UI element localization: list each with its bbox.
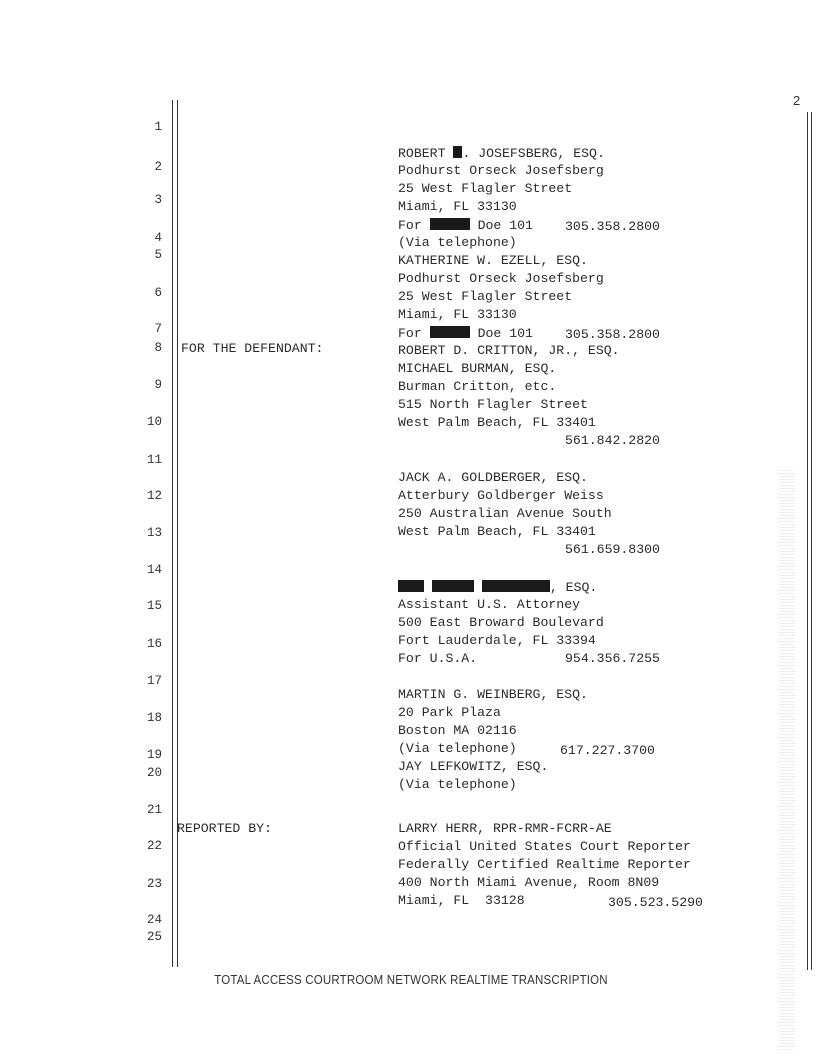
attorney-phone: 305.358.2800 xyxy=(565,327,660,342)
attorney-firm: Atterbury Goldberger Weiss xyxy=(398,488,604,503)
attorney-street: 25 West Flagler Street xyxy=(398,289,573,304)
line-number: 18 xyxy=(146,711,162,725)
line-number: 1 xyxy=(154,120,162,134)
line-number: 13 xyxy=(146,526,162,540)
right-margin-rule xyxy=(807,112,812,970)
line-number: 4 xyxy=(154,231,162,245)
line-number: 10 xyxy=(146,415,162,429)
redaction-bar xyxy=(398,580,424,592)
attorney-phone: 617.227.3700 xyxy=(560,743,655,758)
attorney-phone: 561.842.2820 xyxy=(565,433,660,448)
attorney-street: 250 Australian Avenue South xyxy=(398,506,612,521)
for-part: For xyxy=(398,326,430,341)
line-number: 25 xyxy=(146,930,162,944)
line-number: 6 xyxy=(154,286,162,300)
for-part: Doe 101 xyxy=(469,326,533,341)
reporter-name: LARRY HERR, RPR-RMR-FCRR-AE xyxy=(398,821,612,836)
attorney-city: Fort Lauderdale, FL 33394 xyxy=(398,633,596,648)
left-margin-rule xyxy=(172,100,178,967)
attorney-street: 515 North Flagler Street xyxy=(398,397,588,412)
line-number: 9 xyxy=(154,378,162,392)
attorney-street: 25 West Flagler Street xyxy=(398,181,573,196)
line-number: 20 xyxy=(146,766,162,780)
attorney-name: ROBERT D. CRITTON, JR., ESQ. xyxy=(398,343,620,358)
page-number: 2 xyxy=(793,93,801,108)
attorney-city: Miami, FL 33130 xyxy=(398,307,517,322)
line-number: 14 xyxy=(146,563,162,577)
attorney-title: Assistant U.S. Attorney xyxy=(398,597,581,612)
reporter-street: 400 North Miami Avenue, Room 8N09 xyxy=(398,875,660,890)
attorney-firm: Podhurst Orseck Josefsberg xyxy=(398,163,604,178)
attorney-city: West Palm Beach, FL 33401 xyxy=(398,524,596,539)
transcript-footer: TOTAL ACCESS COURTROOM NETWORK REALTIME TRANSCRIPTION xyxy=(214,973,608,987)
redaction-bar xyxy=(432,580,474,592)
attorney-note: (Via telephone) xyxy=(398,741,517,756)
reporter-title: Official United States Court Reporter xyxy=(398,839,691,854)
name-part: . JOSEFSBERG, ESQ. xyxy=(462,146,605,161)
line-number: 12 xyxy=(146,489,162,503)
attorney-city: Miami, FL 33130 xyxy=(398,199,517,214)
reporter-phone: 305.523.5290 xyxy=(608,895,703,910)
attorney-street: 500 East Broward Boulevard xyxy=(398,615,604,630)
line-number: 16 xyxy=(146,637,162,651)
for-part: Doe 101 xyxy=(469,218,533,233)
name-part: ROBERT xyxy=(398,146,454,161)
line-number: 3 xyxy=(154,193,162,207)
line-number: 22 xyxy=(146,839,162,853)
attorney-note: (Via telephone) xyxy=(398,777,517,792)
attorney-name xyxy=(398,580,597,594)
attorney-for: For U.S.A. xyxy=(398,651,478,666)
attorney-city: Boston MA 02116 xyxy=(398,723,517,738)
attorney-name: JAY LEFKOWITZ, ESQ. xyxy=(398,759,549,774)
attorney-phone: 305.358.2800 xyxy=(565,219,660,234)
line-number: 11 xyxy=(146,453,162,467)
line-number: 8 xyxy=(154,341,162,355)
attorney-firm: Burman Critton, etc. xyxy=(398,379,557,394)
line-number: 17 xyxy=(146,674,162,688)
attorney-city: West Palm Beach, FL 33401 xyxy=(398,415,596,430)
attorney-for xyxy=(398,218,533,232)
redaction-bar xyxy=(430,218,470,230)
attorney-phone: 954.356.7255 xyxy=(565,651,660,666)
defendant-label: FOR THE DEFENDANT: xyxy=(181,341,324,356)
line-number: 5 xyxy=(154,248,162,262)
attorney-name: JACK A. GOLDBERGER, ESQ. xyxy=(398,470,588,485)
for-part: For xyxy=(398,218,430,233)
attorney-name: MARTIN G. WEINBERG, ESQ. xyxy=(398,687,588,702)
attorney-name: KATHERINE W. EZELL, ESQ. xyxy=(398,253,588,268)
line-number: 23 xyxy=(146,877,162,891)
attorney-street: 20 Park Plaza xyxy=(398,705,501,720)
redaction-bar xyxy=(482,580,550,592)
attorney-name-2: MICHAEL BURMAN, ESQ. xyxy=(398,361,557,376)
attorney-for xyxy=(398,326,533,340)
attorney-name xyxy=(398,146,605,160)
attorney-note: (Via telephone) xyxy=(398,235,517,250)
attorney-firm: Podhurst Orseck Josefsberg xyxy=(398,271,604,286)
scan-artifact-strip xyxy=(779,470,795,1050)
line-number: 15 xyxy=(146,599,162,613)
line-number: 21 xyxy=(146,803,162,817)
reporter-city: Miami, FL 33128 xyxy=(398,893,525,908)
redaction-bar xyxy=(430,326,470,338)
line-number: 19 xyxy=(146,748,162,762)
name-part: , ESQ. xyxy=(549,580,598,595)
reported-by-label: REPORTED BY: xyxy=(177,821,272,836)
attorney-phone: 561.659.8300 xyxy=(565,542,660,557)
reporter-title: Federally Certified Realtime Reporter xyxy=(398,857,691,872)
line-number: 24 xyxy=(146,913,162,927)
line-number: 2 xyxy=(154,160,162,174)
line-number: 7 xyxy=(154,322,162,336)
